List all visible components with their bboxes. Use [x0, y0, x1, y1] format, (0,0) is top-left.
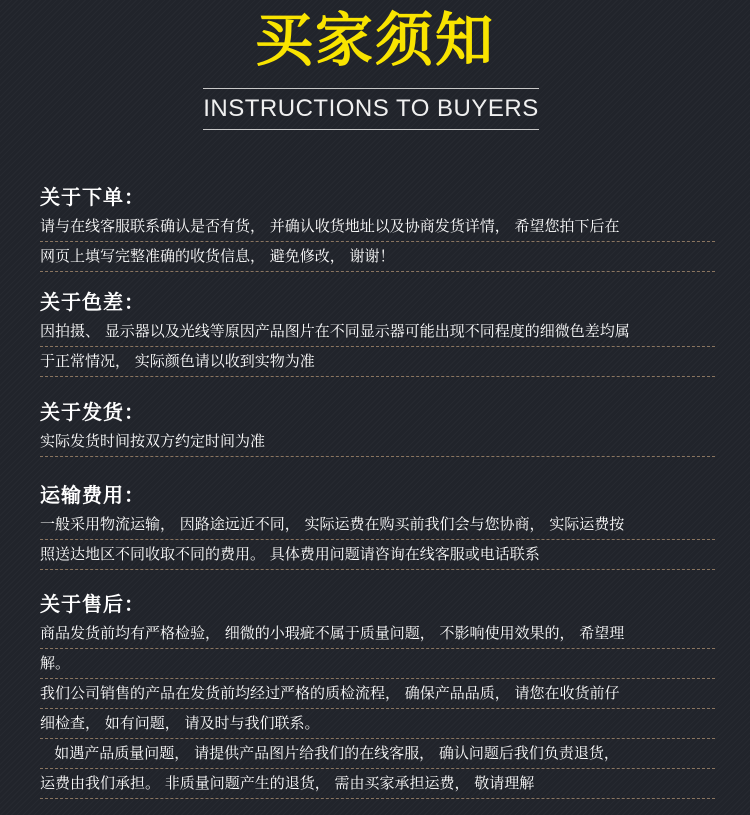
- section-line: 细检查， 如有问题， 请及时与我们联系。: [40, 709, 715, 739]
- section-line: 实际发货时间按双方约定时间为准: [40, 427, 715, 457]
- section-title: 运输费用：: [40, 483, 145, 507]
- page-header: [0, 0, 750, 150]
- section-line: 一般采用物流运输， 因路途远近不同， 实际运费在购买前我们会与您协商， 实际运费按: [40, 510, 715, 540]
- section-line: 于正常情况， 实际颜色请以收到实物为准: [40, 347, 715, 377]
- section-line: 我们公司销售的产品在发货前均经过严格的质检流程， 确保产品品质， 请您在收货前仔: [40, 679, 715, 709]
- section-title: 关于下单：: [40, 185, 145, 209]
- page-subtitle: INSTRUCTIONS TO BUYERS: [203, 95, 539, 122]
- section-line: 如遇产品质量问题， 请提供产品图片给我们的在线客服， 确认问题后我们负责退货，: [40, 739, 715, 769]
- section-title: 关于色差：: [40, 290, 145, 314]
- section-order: [40, 182, 715, 272]
- section-line: 运费由我们承担。 非质量问题产生的退货， 需由买家承担运费， 敬请理解: [40, 769, 715, 799]
- section-shipping: [40, 397, 715, 457]
- section-title: 关于售后：: [40, 592, 145, 616]
- section-line: 因拍摄、 显示器以及光线等原因产品图片在不同显示器可能出现不同程度的细微色差均属: [40, 317, 715, 347]
- section-title: 关于发货：: [40, 400, 145, 424]
- section-freight: [40, 480, 715, 570]
- subtitle-banner: [203, 88, 539, 130]
- section-line: 网页上填写完整准确的收货信息， 避免修改， 谢谢！: [40, 242, 715, 272]
- section-line: 商品发货前均有严格检验， 细微的小瑕疵不属于质量问题， 不影响使用效果的， 希望理: [40, 619, 715, 649]
- page-title: 买家须知: [254, 6, 495, 74]
- section-color-difference: [40, 287, 715, 377]
- section-line: 解。: [40, 649, 715, 679]
- section-after-sales: [40, 589, 715, 799]
- section-line: 请与在线客服联系确认是否有货， 并确认收货地址以及协商发货详情， 希望您拍下后在: [40, 212, 715, 242]
- section-line: 照送达地区不同收取不同的费用。 具体费用问题请咨询在线客服或电话联系: [40, 540, 715, 570]
